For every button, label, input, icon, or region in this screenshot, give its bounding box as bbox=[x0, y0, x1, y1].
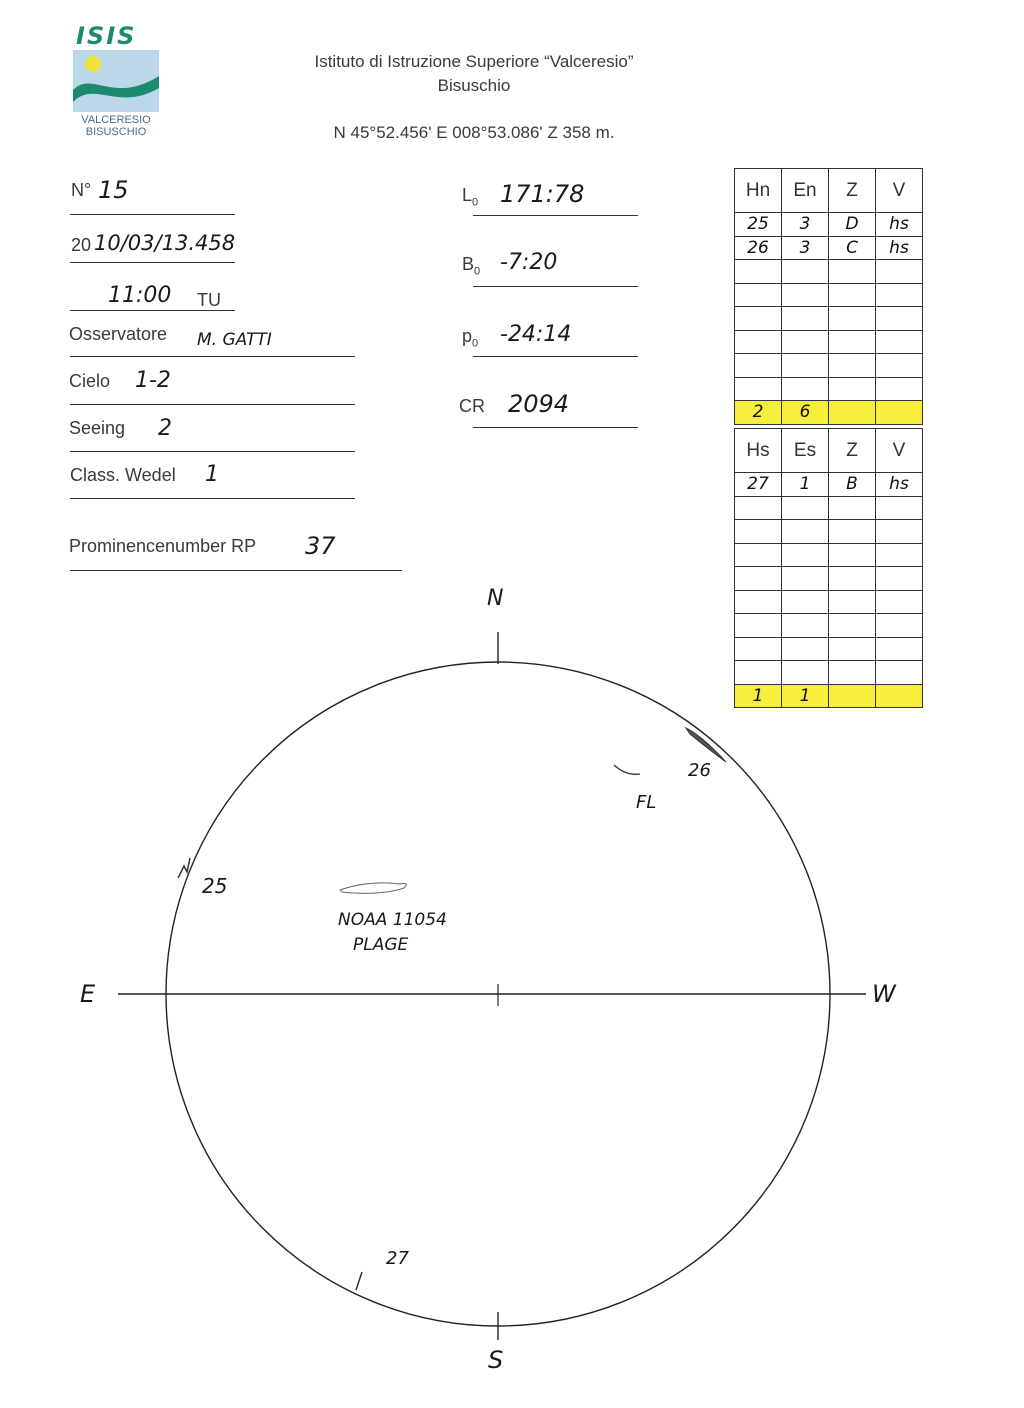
cell-z: C bbox=[829, 236, 876, 260]
cell-en: 3 bbox=[782, 213, 829, 237]
prominence-27-icon bbox=[356, 1272, 362, 1290]
east-label: E bbox=[80, 980, 96, 1008]
header-hn: Hn bbox=[735, 169, 782, 213]
header-z: Z bbox=[829, 169, 876, 213]
cell-v: hs bbox=[876, 213, 923, 237]
label-27: 27 bbox=[386, 1248, 409, 1269]
plage-label: PLAGE bbox=[353, 935, 409, 955]
north-label: N bbox=[487, 586, 504, 611]
institute-name: Istituto di Istruzione Superiore “Valceresio” bbox=[314, 52, 634, 71]
header-z: Z bbox=[829, 429, 876, 473]
south-label: S bbox=[488, 1346, 504, 1374]
institute-town: Bisuschio bbox=[437, 76, 511, 95]
cell-es: 1 bbox=[782, 473, 829, 497]
logo-mark: ISIS bbox=[76, 22, 137, 50]
b0-value: -7:20 bbox=[500, 250, 558, 275]
label-25: 25 bbox=[202, 874, 228, 898]
cell-v: hs bbox=[876, 473, 923, 497]
header-es: Es bbox=[782, 429, 829, 473]
b0-label: $B_0$ bbox=[462, 254, 481, 278]
wedel-value: 1 bbox=[205, 462, 219, 487]
cell-z: D bbox=[829, 213, 876, 237]
cr-label: CR bbox=[459, 396, 485, 416]
header-v: V bbox=[876, 429, 923, 473]
observer-value: M. GATTI bbox=[197, 330, 272, 350]
cell-en: 3 bbox=[782, 236, 829, 260]
logo-line2: BISUSCHIO bbox=[85, 126, 147, 138]
wedel-label: Class. Wedel bbox=[70, 465, 176, 485]
label-flare: FL bbox=[636, 792, 657, 813]
label-26: 26 bbox=[688, 760, 711, 781]
total-groups: 1 bbox=[735, 684, 782, 708]
prominence-label: Prominencenumber RP bbox=[69, 536, 257, 556]
p0-value: -24:14 bbox=[500, 322, 572, 347]
cell-v: hs bbox=[876, 236, 923, 260]
west-label: W bbox=[872, 980, 896, 1008]
prominence-value: 37 bbox=[305, 532, 336, 560]
seeing-value: 2 bbox=[158, 416, 172, 441]
l0-value: 171:78 bbox=[500, 180, 585, 208]
flare-mark-icon bbox=[614, 765, 640, 774]
prominence-26-icon bbox=[686, 728, 726, 762]
noaa-label: NOAA 11054 bbox=[338, 910, 447, 930]
sky-label: Cielo bbox=[69, 371, 111, 391]
header-hs: Hs bbox=[735, 429, 782, 473]
cell-hn: 26 bbox=[735, 236, 782, 260]
total-spots: 1 bbox=[782, 684, 829, 708]
time-suffix: TU bbox=[197, 290, 221, 310]
cell-hn: 25 bbox=[735, 213, 782, 237]
header-v: V bbox=[876, 169, 923, 213]
number-label: N° bbox=[71, 180, 92, 200]
p0-label: $p_0$ bbox=[462, 326, 479, 350]
sky-value: 1-2 bbox=[135, 368, 171, 393]
date-value: 10/03/13.458 bbox=[94, 231, 236, 255]
plage-outline-icon bbox=[340, 883, 406, 893]
station-coords: N 45°52.456' E 008°53.086' Z 358 m. bbox=[333, 123, 615, 142]
number-value: 15 bbox=[98, 176, 129, 204]
observer-label: Osservatore bbox=[69, 324, 168, 344]
cr-value: 2094 bbox=[508, 390, 570, 418]
date-prefix: 20 bbox=[71, 235, 92, 255]
logo-line1: VALCERESIO bbox=[81, 114, 151, 126]
cell-z: B bbox=[829, 473, 876, 497]
cell-hs: 27 bbox=[735, 473, 782, 497]
seeing-label: Seeing bbox=[69, 418, 126, 438]
total-spots: 6 bbox=[782, 401, 829, 425]
time-value: 11:00 bbox=[108, 283, 172, 308]
total-groups: 2 bbox=[735, 401, 782, 425]
header-en: En bbox=[782, 169, 829, 213]
l0-label: $L_0$ bbox=[462, 185, 479, 209]
